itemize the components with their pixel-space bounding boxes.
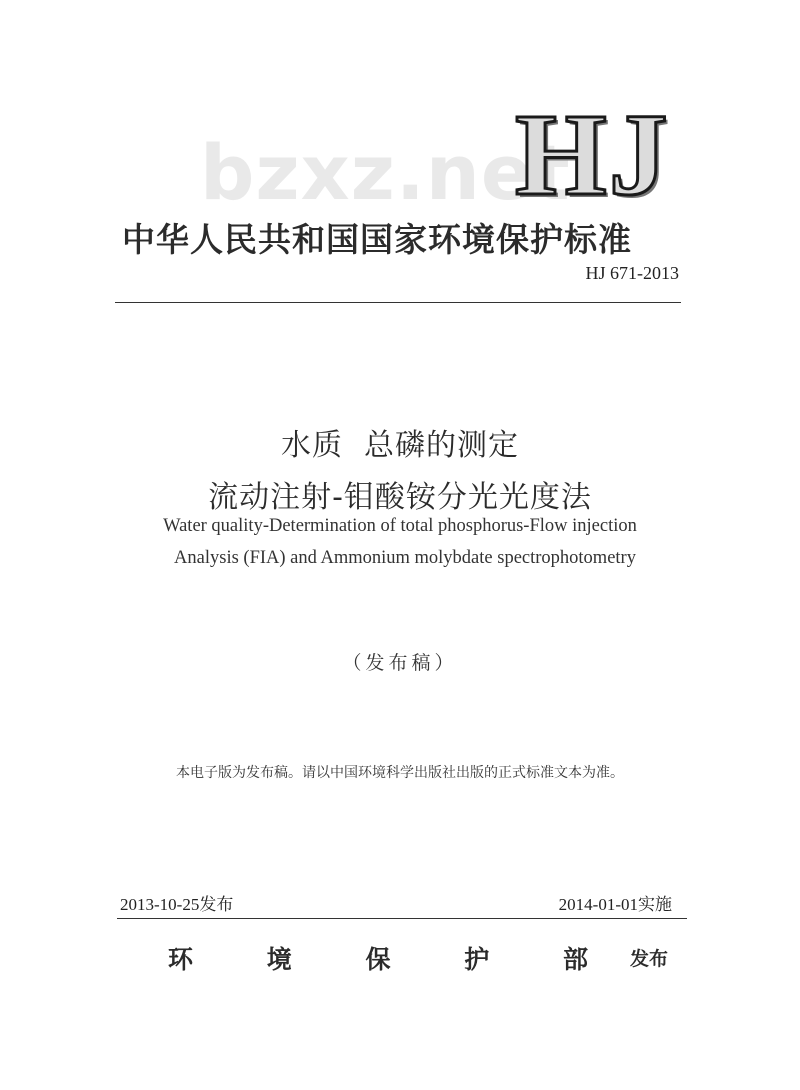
ministry-char: 环 — [168, 945, 194, 974]
ministry-char: 部 — [562, 945, 588, 974]
ministry-char: 保 — [365, 945, 391, 974]
hj-logo: HJ — [515, 89, 670, 220]
top-divider — [115, 302, 681, 303]
ministry-char: 护 — [464, 945, 490, 974]
ministry-char: 境 — [266, 945, 292, 974]
draft-label: （发布稿） — [342, 652, 458, 674]
document-title-cn-line1: 水质 总磷的测定 — [280, 428, 520, 463]
national-standard-title: 中华人民共和国国家环境保护标准 — [122, 220, 632, 259]
bottom-divider — [117, 918, 687, 919]
watermark: bzxz.net — [200, 128, 571, 217]
standard-number: HJ 671-2013 — [585, 263, 679, 283]
publish-label: 发布 — [630, 948, 669, 970]
document-title-cn-line2: 流动注射-钼酸铵分光光度法 — [208, 480, 592, 515]
document-title-en-line2: Analysis (FIA) and Ammonium molybdate spectrophotometry — [174, 548, 636, 568]
edition-notice: 本电子版为发布稿。请以中国环境科学出版社出版的正式标准文本为准。 — [176, 765, 624, 781]
ministry-name — [168, 940, 588, 976]
issue-date: 2013-10-25发布 — [120, 895, 234, 914]
document-title-en-line1: Water quality-Determination of total phosphorus-Flow injection — [163, 516, 637, 536]
implementation-date: 2014-01-01实施 — [558, 895, 672, 914]
